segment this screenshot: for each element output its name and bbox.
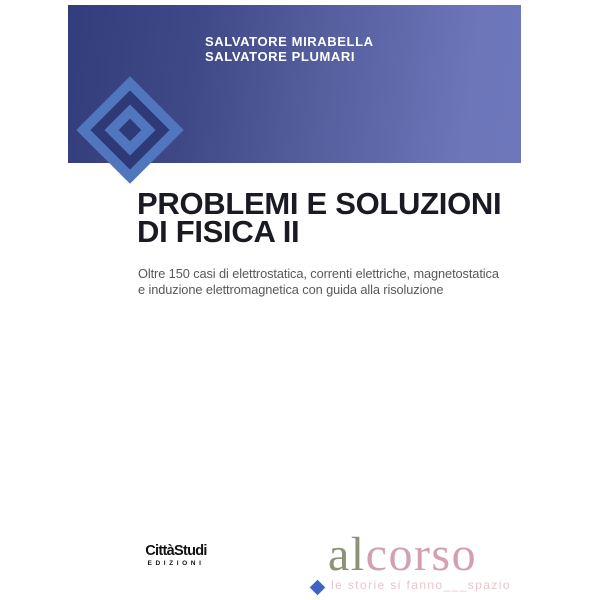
book-title-line-1: PROBLEMI E SOLUZIONI xyxy=(137,186,502,221)
top-banner xyxy=(68,5,521,163)
author-line-2: SALVATORE PLUMARI xyxy=(205,49,356,64)
alcorso-brand-corso: corso xyxy=(365,528,478,581)
book-subtitle-line-1: Oltre 150 casi di elettrostatica, correnti elettriche, magnetostatica xyxy=(138,266,499,281)
publisher-edizioni-label: EDIZIONI xyxy=(147,560,205,567)
alcorso-watermark xyxy=(328,528,478,581)
book-subtitle-line-2: e induzione elettromagnetica con guida alla risoluzione xyxy=(138,282,444,297)
alcorso-tagline: le storie si fanno___spazio xyxy=(331,578,511,592)
book-title xyxy=(137,186,502,249)
author-names xyxy=(205,34,374,64)
author-line-1: SALVATORE MIRABELLA xyxy=(205,34,374,49)
book-title-line-2: DI FISICA II xyxy=(137,214,300,249)
publisher-name: CittàStudi xyxy=(145,543,207,559)
alcorso-brand-al: al xyxy=(328,528,366,581)
publisher-logo xyxy=(140,543,212,567)
book-subtitle xyxy=(138,266,499,298)
alcorso-diamond-icon xyxy=(310,580,326,596)
